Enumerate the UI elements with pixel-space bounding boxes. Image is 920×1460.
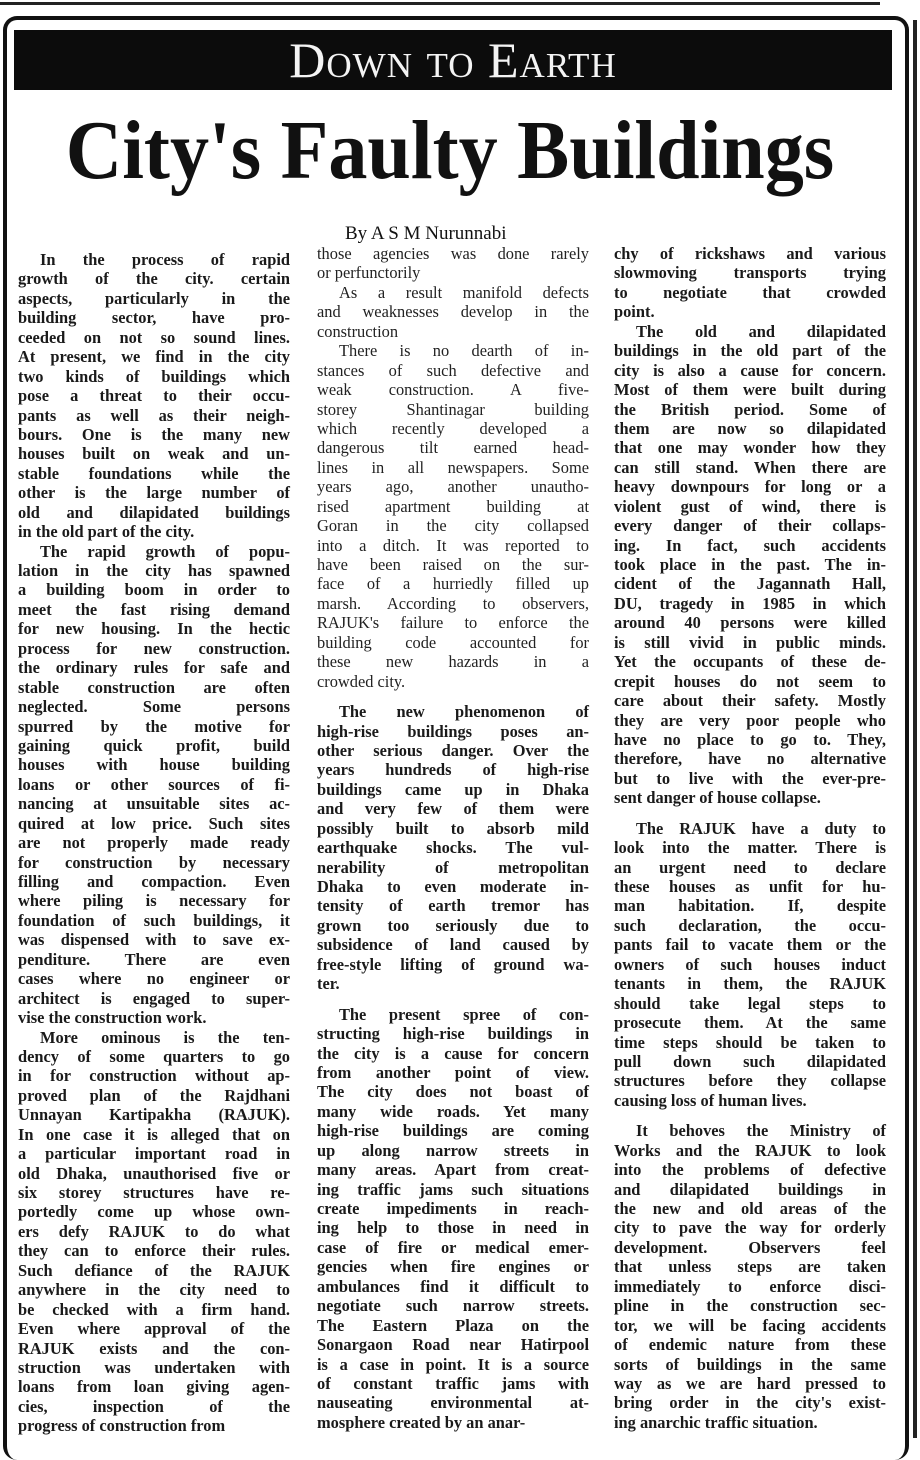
text-line: houses built on weak and un- <box>18 444 290 464</box>
text-line: marsh. According to observers, <box>317 593 589 613</box>
text-line: loans or other sources of fi- <box>18 774 290 794</box>
text-line: and very few of them were <box>317 799 589 819</box>
text-line: stable foundations while the <box>18 463 290 483</box>
text-line: dency of some quarters to go <box>18 1046 290 1066</box>
text-line: cident of the Jagannath Hall, <box>614 574 886 594</box>
text-line: lines in all newspapers. Some <box>317 457 589 477</box>
clipping-top-edge <box>0 2 880 5</box>
text-line: chy of rickshaws and various <box>614 244 886 263</box>
text-line: pants fail to vacate them or the <box>614 935 886 955</box>
text-line: architect is engaged to super- <box>18 988 290 1008</box>
text-line: way as we are hard pressed to <box>614 1373 886 1393</box>
column-1 <box>18 250 290 1436</box>
text-line: proved plan of the Rajdhani <box>18 1085 290 1105</box>
text-line: lation in the city has spawned <box>18 561 290 580</box>
text-line: structing high-rise buildings in <box>317 1024 589 1044</box>
text-line: causing loss of human lives. <box>614 1090 807 1110</box>
text-line: sent danger of house collapse. <box>614 788 821 808</box>
text-line: into a ditch. It was reported to <box>317 535 589 555</box>
text-line: into the problems of defective <box>614 1160 886 1180</box>
text-line: penditure. There are even <box>18 949 290 969</box>
text-line: they are very poor people who <box>614 710 886 730</box>
text-line: can still stand. When there are <box>614 457 886 477</box>
text-line: bours. One is the many new <box>18 424 290 444</box>
text-line: possibly built to absorb mild <box>317 818 589 838</box>
text-line: buildings came up in Dhaka <box>317 779 589 799</box>
text-line: six storey structures have re- <box>18 1183 290 1202</box>
paragraph <box>614 322 886 808</box>
section-title: Down to Earth <box>289 32 617 88</box>
text-line: for new housing. In the hectic <box>18 619 290 639</box>
text-line: aspects, particularly in the <box>18 288 290 308</box>
text-line: bring order in the city's exist- <box>614 1393 886 1413</box>
text-line: Even where approval of the <box>18 1319 290 1339</box>
text-line: a building boom in order to <box>18 580 290 600</box>
text-line: As a result manifold defects <box>339 282 589 302</box>
text-line: these new hazards in a <box>317 652 589 672</box>
text-line: these houses as unfit for hu- <box>614 877 886 896</box>
text-line: high-rise buildings poses an- <box>317 721 589 741</box>
text-line: Works and the RAJUK to look <box>614 1140 886 1160</box>
text-line: Such defiance of the RAJUK <box>18 1260 290 1280</box>
text-line: them are now so dilapidated <box>614 418 886 438</box>
text-line: The rapid growth of popu- <box>40 541 290 561</box>
paragraph <box>18 542 290 1028</box>
text-line: stable construction are often <box>18 677 290 697</box>
text-line: process for new construction. <box>18 638 290 658</box>
text-line: the new and old areas of the <box>614 1199 886 1218</box>
text-line: The new phenomenon of <box>339 702 589 722</box>
text-line: immediately to enforce disci- <box>614 1276 886 1296</box>
text-line: tor, we will be facing accidents <box>614 1315 886 1335</box>
text-line: ing traffic jams such situations <box>317 1179 589 1199</box>
text-line: gencies when fire engines or <box>317 1257 589 1277</box>
text-line: DU, tragedy in 1985 in which <box>614 593 886 613</box>
text-line: free-style lifting of ground wa- <box>317 954 589 974</box>
text-line: they can to enforce their rules. <box>18 1241 290 1261</box>
paragraph <box>614 1121 886 1432</box>
text-line: Goran in the city collapsed <box>317 516 589 536</box>
text-line: meet the fast rising demand <box>18 599 290 619</box>
section-banner <box>14 30 892 90</box>
text-line: heavy downpours for long or a <box>614 477 886 497</box>
text-line: The RAJUK have a duty to <box>636 818 886 838</box>
text-line: vise the construction work. <box>18 1008 207 1028</box>
text-line: slowmoving transports trying <box>614 263 886 283</box>
text-line: ter. <box>317 974 340 994</box>
text-line: therefore, have no alternative <box>614 749 886 769</box>
text-line: be checked with a firm hand. <box>18 1299 290 1319</box>
text-line: look into the matter. There is <box>614 838 886 858</box>
text-line: prosecute them. At the same <box>614 1013 886 1033</box>
text-line: portedly come up whose own- <box>18 1202 290 1222</box>
text-line: quired at low price. Such sites <box>18 813 290 833</box>
text-line: old Dhaka, unauthorised five or <box>18 1163 290 1183</box>
text-line: city to pave the way for orderly <box>614 1218 886 1238</box>
paragraph <box>317 283 589 341</box>
text-line: Unnayan Kartipakha (RAJUK). <box>18 1105 290 1125</box>
text-line: nerability of metropolitan <box>317 857 589 877</box>
text-line: of endemic nature from these <box>614 1335 886 1355</box>
text-line: should take legal steps to <box>614 993 886 1013</box>
text-line: other is the large number of <box>18 483 290 503</box>
text-line: many wide roads. Yet many <box>317 1101 589 1121</box>
text-line: time steps should be taken to <box>614 1032 886 1052</box>
text-line: grown too seriously due to <box>317 915 589 935</box>
text-line: nauseating environmental at- <box>317 1393 589 1413</box>
text-line: The city does not boast of <box>317 1082 589 1102</box>
text-line: was dispensed with to save ex- <box>18 930 290 950</box>
text-line: RAJUK exists and the con- <box>18 1338 290 1358</box>
text-line: such declaration, the occu- <box>614 915 886 935</box>
text-line: is still vivid in public minds. <box>614 632 886 652</box>
text-line: pose a threat to their occu- <box>18 386 290 406</box>
text-line: mosphere created by an anar- <box>317 1412 526 1432</box>
paragraph <box>317 244 589 283</box>
text-line: owners of such houses induct <box>614 954 886 974</box>
text-line: structures before they collapse <box>614 1071 886 1091</box>
column-3 <box>614 244 886 1432</box>
text-line: man habitation. If, despite <box>614 896 886 916</box>
text-line: that one may wonder how they <box>614 438 886 458</box>
text-line: in for construction without ap- <box>18 1066 290 1086</box>
text-line: Dhaka to even moderate in- <box>317 877 589 896</box>
text-line: nancing at unsuitable sites ac- <box>18 794 290 814</box>
text-line: pull down such dilapidated <box>614 1051 886 1071</box>
paragraph <box>614 819 886 1111</box>
text-line: crowded city. <box>317 671 406 691</box>
text-line: where piling is necessary for <box>18 891 290 911</box>
text-line: point. <box>614 302 655 322</box>
text-line: that unless steps are taken <box>614 1257 886 1277</box>
text-line: The old and dilapidated <box>636 321 886 341</box>
text-line: weak construction. A five- <box>317 380 589 400</box>
text-line: The present spree of con- <box>339 1004 589 1024</box>
text-line: building sector, have pro- <box>18 308 290 328</box>
text-line: from another point of view. <box>317 1062 589 1082</box>
text-line: face of a hurriedly filled up <box>317 574 589 594</box>
text-line: pants as well as their neigh- <box>18 405 290 425</box>
text-line: and dilapidated buildings in <box>614 1179 886 1199</box>
text-line: building code accounted for <box>317 632 589 652</box>
text-line: ing help to those in need in <box>317 1218 589 1238</box>
text-line: care about their safety. Mostly <box>614 691 886 711</box>
text-line: earthquake shocks. The vul- <box>317 838 589 858</box>
text-line: but to live with the ever-pre- <box>614 768 886 788</box>
text-line: old and dilapidated buildings <box>18 502 290 522</box>
text-line: other serious danger. Over the <box>317 740 589 760</box>
text-line: foundation of such buildings, it <box>18 910 290 930</box>
text-line: Sonargaon Road near Hatirpool <box>317 1335 589 1355</box>
text-line: ambulances find it difficult to <box>317 1276 589 1296</box>
text-line: around 40 persons were killed <box>614 613 886 633</box>
text-line: spurred by the motive for <box>18 716 290 736</box>
text-line: city is also a cause for concern. <box>614 360 886 380</box>
text-line: filling and compaction. Even <box>18 872 290 891</box>
text-line: those agencies was done rarely <box>317 244 589 263</box>
text-line: two kinds of buildings which <box>18 366 290 386</box>
text-line: In one case it is alleged that on <box>18 1124 290 1144</box>
text-line: houses with house building <box>18 755 290 775</box>
text-line: dangerous tilt earned head- <box>317 438 589 458</box>
text-line: sorts of buildings in the same <box>614 1354 886 1374</box>
paragraph <box>317 702 589 994</box>
text-line: rised apartment building at <box>317 496 589 516</box>
text-line: loans from loan giving agen- <box>18 1377 290 1397</box>
text-line: More ominous is the ten- <box>40 1027 290 1047</box>
text-line: or perfunctorily <box>317 263 421 283</box>
text-line: which recently developed a <box>317 418 589 438</box>
text-line: and weaknesses develop in the <box>317 302 589 322</box>
text-line: development. Observers feel <box>614 1237 886 1257</box>
text-line: tenants in them, the RAJUK <box>614 974 886 994</box>
text-line: the city is a cause for concern <box>317 1043 589 1063</box>
clipping-right-edge <box>913 20 917 1438</box>
text-line: of constant traffic jams with <box>317 1373 589 1393</box>
column-2 <box>317 244 589 1432</box>
text-line: construction <box>317 321 399 341</box>
text-line: every danger of their collaps- <box>614 516 886 536</box>
text-line: cies, inspection of the <box>18 1396 290 1416</box>
paragraph <box>18 1028 290 1436</box>
byline: By A S M Nurunnabi <box>345 223 507 244</box>
text-line: In the process of rapid <box>40 250 290 269</box>
text-line: violent gust of wind, there is <box>614 496 886 516</box>
text-line: in the old part of the city. <box>18 522 195 542</box>
text-line: up along narrow streets in <box>317 1140 589 1160</box>
text-line: the British period. Some of <box>614 399 886 419</box>
text-line: Yet the occupants of these de- <box>614 652 886 672</box>
text-line: ers defy RAJUK to do what <box>18 1221 290 1241</box>
text-line: took place in the past. The in- <box>614 555 886 574</box>
text-line: gaining quick profit, build <box>18 735 290 755</box>
text-line: pline in the construction sec- <box>614 1296 886 1316</box>
text-line: anywhere in the city need to <box>18 1280 290 1300</box>
text-line: have no place to go to. They, <box>614 729 886 749</box>
text-line: the ordinary rules for safe and <box>18 658 290 678</box>
text-line: cases where no engineer or <box>18 969 290 989</box>
text-line: have been raised on the sur- <box>317 555 589 574</box>
text-line: buildings in the old part of the <box>614 341 886 361</box>
text-line: ing. In fact, such accidents <box>614 535 886 555</box>
paragraph <box>18 250 290 542</box>
text-line: years ago, another unautho- <box>317 477 589 497</box>
text-line: is a case in point. It is a source <box>317 1354 589 1374</box>
text-line: tensity of earth tremor has <box>317 896 589 916</box>
text-line: are not properly made ready <box>18 833 290 853</box>
text-line: progress of construction from <box>18 1416 226 1436</box>
headline: City's Faulty Buildings <box>65 104 835 197</box>
text-line: growth of the city. certain <box>18 269 290 289</box>
text-line: years hundreds of high-rise <box>317 760 589 780</box>
text-line: subsidence of land caused by <box>317 935 589 955</box>
text-line: high-rise buildings are coming <box>317 1121 589 1141</box>
text-line: Most of them were built during <box>614 380 886 400</box>
text-line: ceeded on not so sound lines. <box>18 327 290 347</box>
paragraph <box>317 341 589 691</box>
paragraph <box>614 244 886 322</box>
text-line: crepit houses do not seem to <box>614 671 886 691</box>
text-line: struction was undertaken with <box>18 1357 290 1377</box>
text-line: a particular important road in <box>18 1144 290 1164</box>
text-line: ing anarchic traffic situation. <box>614 1412 818 1432</box>
text-line: There is no dearth of in- <box>339 341 589 361</box>
text-line: case of fire or medical emer- <box>317 1237 589 1257</box>
text-line: create impediments in reach- <box>317 1199 589 1218</box>
text-line: for construction by necessary <box>18 852 290 872</box>
text-line: stances of such defective and <box>317 360 589 380</box>
paragraph <box>317 1005 589 1433</box>
text-line: At present, we find in the city <box>18 347 290 367</box>
text-line: RAJUK's failure to enforce the <box>317 613 589 633</box>
text-line: many areas. Apart from creat- <box>317 1160 589 1180</box>
text-line: It behoves the Ministry of <box>636 1121 886 1141</box>
text-line: negotiate such narrow streets. <box>317 1296 589 1316</box>
text-line: storey Shantinagar building <box>317 399 589 419</box>
text-line: neglected. Some persons <box>18 697 290 717</box>
text-line: an urgent need to declare <box>614 857 886 877</box>
text-line: The Eastern Plaza on the <box>317 1315 589 1335</box>
text-line: to negotiate that crowded <box>614 282 886 302</box>
